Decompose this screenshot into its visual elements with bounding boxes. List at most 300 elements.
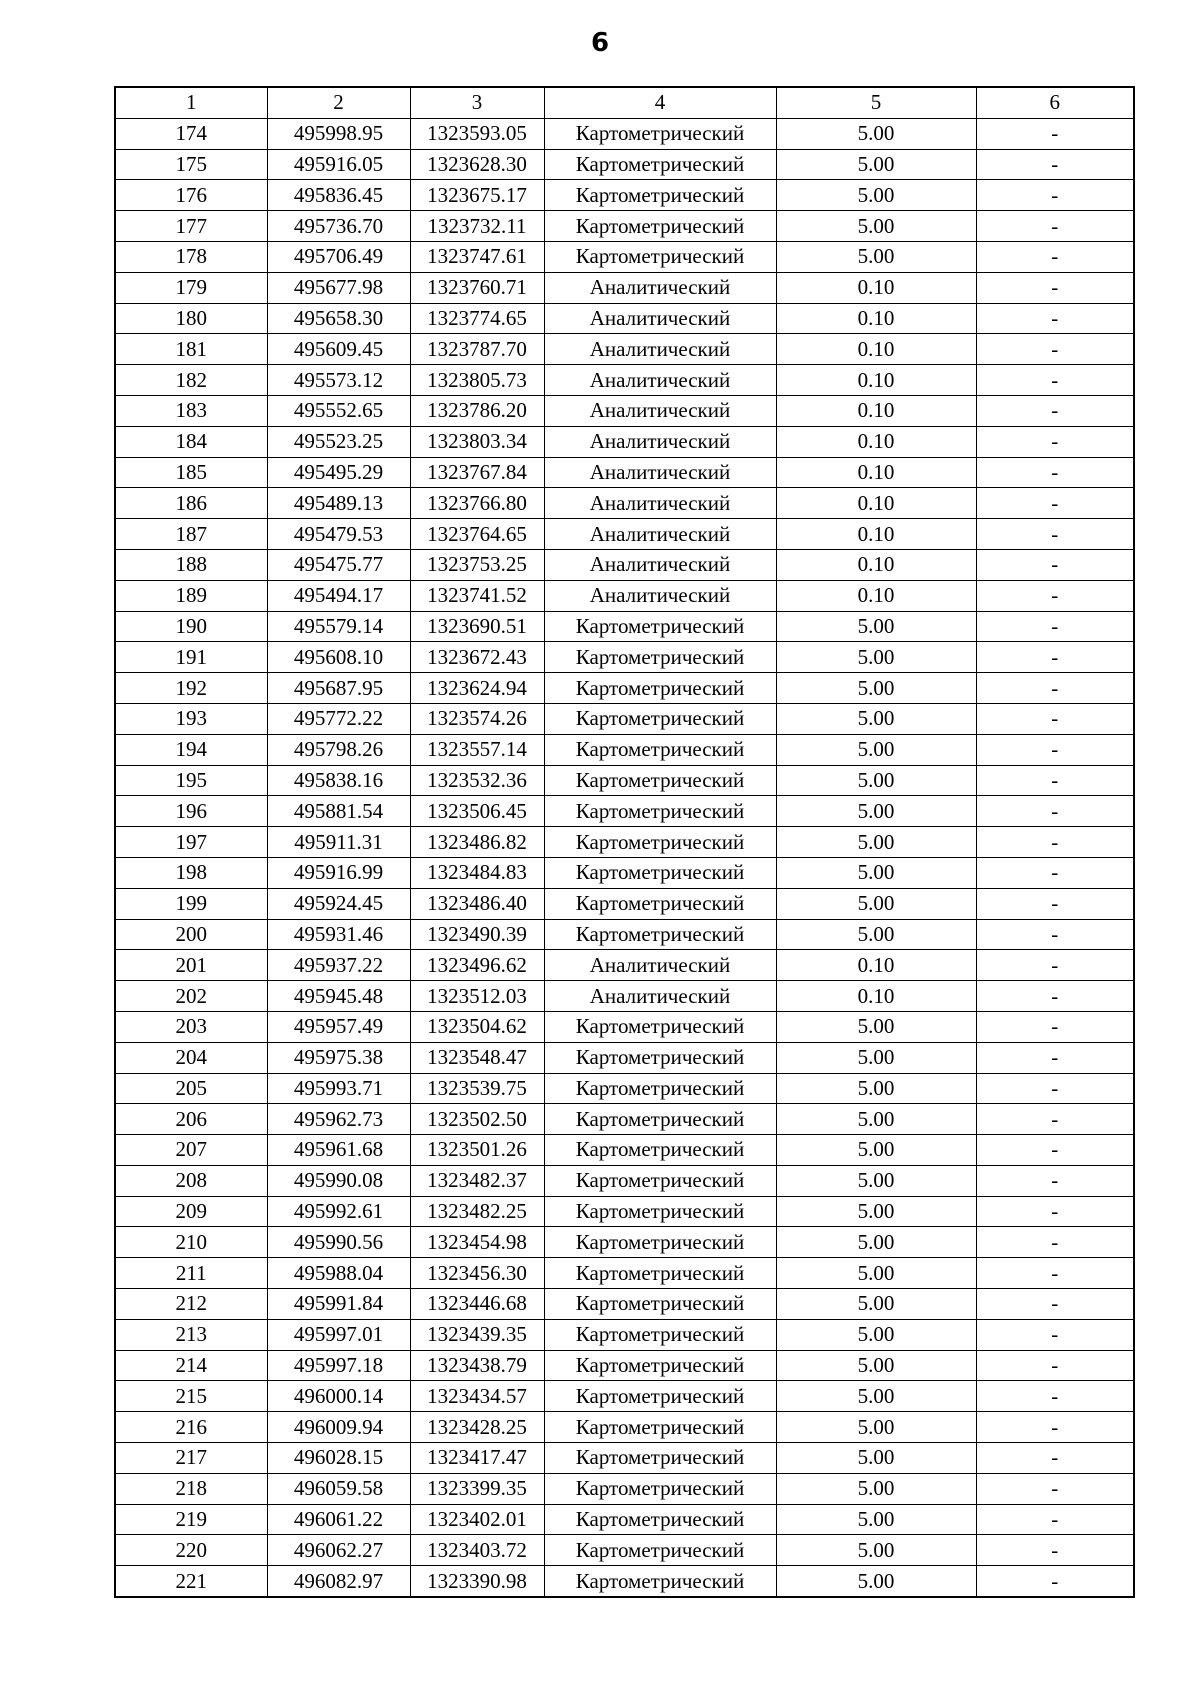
table-row bbox=[115, 796, 1134, 827]
note-cell: - bbox=[976, 981, 1134, 1012]
point-number-cell: 215 bbox=[115, 1381, 267, 1412]
accuracy-cell: 5.00 bbox=[776, 149, 976, 180]
method-cell: Картометрический bbox=[544, 673, 776, 704]
accuracy-cell: 5.00 bbox=[776, 673, 976, 704]
point-number-cell: 211 bbox=[115, 1258, 267, 1289]
accuracy-cell: 5.00 bbox=[776, 888, 976, 919]
method-cell: Картометрический bbox=[544, 642, 776, 673]
note-cell: - bbox=[976, 1135, 1134, 1166]
point-number-cell: 210 bbox=[115, 1227, 267, 1258]
table-row bbox=[115, 519, 1134, 550]
accuracy-cell: 5.00 bbox=[776, 827, 976, 858]
method-cell: Картометрический bbox=[544, 1289, 776, 1320]
method-cell: Картометрический bbox=[544, 796, 776, 827]
method-cell: Картометрический bbox=[544, 888, 776, 919]
point-number-cell: 179 bbox=[115, 272, 267, 303]
method-cell: Картометрический bbox=[544, 1011, 776, 1042]
note-cell: - bbox=[976, 673, 1134, 704]
point-number-cell: 187 bbox=[115, 519, 267, 550]
table-row bbox=[115, 549, 1134, 580]
method-cell: Картометрический bbox=[544, 241, 776, 272]
column-header: 5 bbox=[776, 87, 976, 118]
y-coordinate-cell: 1323805.73 bbox=[410, 365, 544, 396]
x-coordinate-cell: 495658.30 bbox=[267, 303, 410, 334]
x-coordinate-cell: 495706.49 bbox=[267, 241, 410, 272]
y-coordinate-cell: 1323496.62 bbox=[410, 950, 544, 981]
table-row bbox=[115, 1535, 1134, 1566]
y-coordinate-cell: 1323417.47 bbox=[410, 1443, 544, 1474]
x-coordinate-cell: 495997.18 bbox=[267, 1350, 410, 1381]
note-cell: - bbox=[976, 1289, 1134, 1320]
note-cell: - bbox=[976, 642, 1134, 673]
accuracy-cell: 5.00 bbox=[776, 1011, 976, 1042]
x-coordinate-cell: 495677.98 bbox=[267, 272, 410, 303]
note-cell: - bbox=[976, 1443, 1134, 1474]
accuracy-cell: 0.10 bbox=[776, 395, 976, 426]
note-cell: - bbox=[976, 1473, 1134, 1504]
point-number-cell: 208 bbox=[115, 1165, 267, 1196]
x-coordinate-cell: 495990.56 bbox=[267, 1227, 410, 1258]
accuracy-cell: 0.10 bbox=[776, 457, 976, 488]
note-cell: - bbox=[976, 1535, 1134, 1566]
method-cell: Картометрический bbox=[544, 1165, 776, 1196]
y-coordinate-cell: 1323439.35 bbox=[410, 1319, 544, 1350]
accuracy-cell: 5.00 bbox=[776, 642, 976, 673]
page-number: 6 bbox=[590, 28, 610, 58]
table-row bbox=[115, 642, 1134, 673]
accuracy-cell: 5.00 bbox=[776, 703, 976, 734]
x-coordinate-cell: 496009.94 bbox=[267, 1412, 410, 1443]
y-coordinate-cell: 1323390.98 bbox=[410, 1566, 544, 1597]
y-coordinate-cell: 1323512.03 bbox=[410, 981, 544, 1012]
point-number-cell: 204 bbox=[115, 1042, 267, 1073]
y-coordinate-cell: 1323486.82 bbox=[410, 827, 544, 858]
accuracy-cell: 5.00 bbox=[776, 1165, 976, 1196]
method-cell: Картометрический bbox=[544, 1258, 776, 1289]
method-cell: Аналитический bbox=[544, 303, 776, 334]
method-cell: Картометрический bbox=[544, 1381, 776, 1412]
point-number-cell: 190 bbox=[115, 611, 267, 642]
y-coordinate-cell: 1323767.84 bbox=[410, 457, 544, 488]
method-cell: Аналитический bbox=[544, 272, 776, 303]
accuracy-cell: 5.00 bbox=[776, 857, 976, 888]
column-header: 4 bbox=[544, 87, 776, 118]
note-cell: - bbox=[976, 1042, 1134, 1073]
accuracy-cell: 0.10 bbox=[776, 950, 976, 981]
point-number-cell: 220 bbox=[115, 1535, 267, 1566]
method-cell: Аналитический bbox=[544, 580, 776, 611]
accuracy-cell: 5.00 bbox=[776, 1535, 976, 1566]
y-coordinate-cell: 1323484.83 bbox=[410, 857, 544, 888]
table-row bbox=[115, 457, 1134, 488]
method-cell: Картометрический bbox=[544, 1566, 776, 1597]
method-cell: Аналитический bbox=[544, 950, 776, 981]
note-cell: - bbox=[976, 211, 1134, 242]
column-header: 2 bbox=[267, 87, 410, 118]
accuracy-cell: 5.00 bbox=[776, 734, 976, 765]
accuracy-cell: 5.00 bbox=[776, 611, 976, 642]
point-number-cell: 209 bbox=[115, 1196, 267, 1227]
x-coordinate-cell: 495957.49 bbox=[267, 1011, 410, 1042]
table-row bbox=[115, 1443, 1134, 1474]
table-row bbox=[115, 334, 1134, 365]
point-number-cell: 197 bbox=[115, 827, 267, 858]
accuracy-cell: 5.00 bbox=[776, 1443, 976, 1474]
y-coordinate-cell: 1323803.34 bbox=[410, 426, 544, 457]
point-number-cell: 217 bbox=[115, 1443, 267, 1474]
note-cell: - bbox=[976, 857, 1134, 888]
point-number-cell: 192 bbox=[115, 673, 267, 704]
point-number-cell: 205 bbox=[115, 1073, 267, 1104]
y-coordinate-cell: 1323482.37 bbox=[410, 1165, 544, 1196]
column-header: 6 bbox=[976, 87, 1134, 118]
point-number-cell: 213 bbox=[115, 1319, 267, 1350]
point-number-cell: 201 bbox=[115, 950, 267, 981]
y-coordinate-cell: 1323482.25 bbox=[410, 1196, 544, 1227]
y-coordinate-cell: 1323593.05 bbox=[410, 118, 544, 149]
y-coordinate-cell: 1323760.71 bbox=[410, 272, 544, 303]
point-number-cell: 180 bbox=[115, 303, 267, 334]
method-cell: Аналитический bbox=[544, 457, 776, 488]
note-cell: - bbox=[976, 549, 1134, 580]
method-cell: Картометрический bbox=[544, 1104, 776, 1135]
table-row bbox=[115, 950, 1134, 981]
x-coordinate-cell: 495609.45 bbox=[267, 334, 410, 365]
note-cell: - bbox=[976, 365, 1134, 396]
method-cell: Картометрический bbox=[544, 919, 776, 950]
accuracy-cell: 5.00 bbox=[776, 180, 976, 211]
point-number-cell: 178 bbox=[115, 241, 267, 272]
x-coordinate-cell: 495479.53 bbox=[267, 519, 410, 550]
point-number-cell: 183 bbox=[115, 395, 267, 426]
point-number-cell: 194 bbox=[115, 734, 267, 765]
note-cell: - bbox=[976, 1381, 1134, 1412]
method-cell: Картометрический bbox=[544, 1412, 776, 1443]
y-coordinate-cell: 1323434.57 bbox=[410, 1381, 544, 1412]
method-cell: Картометрический bbox=[544, 1319, 776, 1350]
point-number-cell: 212 bbox=[115, 1289, 267, 1320]
y-coordinate-cell: 1323741.52 bbox=[410, 580, 544, 611]
point-number-cell: 188 bbox=[115, 549, 267, 580]
method-cell: Аналитический bbox=[544, 365, 776, 396]
note-cell: - bbox=[976, 303, 1134, 334]
y-coordinate-cell: 1323504.62 bbox=[410, 1011, 544, 1042]
x-coordinate-cell: 495997.01 bbox=[267, 1319, 410, 1350]
note-cell: - bbox=[976, 1227, 1134, 1258]
note-cell: - bbox=[976, 611, 1134, 642]
x-coordinate-cell: 495931.46 bbox=[267, 919, 410, 950]
method-cell: Картометрический bbox=[544, 857, 776, 888]
y-coordinate-cell: 1323428.25 bbox=[410, 1412, 544, 1443]
method-cell: Картометрический bbox=[544, 1350, 776, 1381]
note-cell: - bbox=[976, 827, 1134, 858]
method-cell: Картометрический bbox=[544, 1196, 776, 1227]
point-number-cell: 185 bbox=[115, 457, 267, 488]
point-number-cell: 174 bbox=[115, 118, 267, 149]
point-number-cell: 189 bbox=[115, 580, 267, 611]
point-number-cell: 216 bbox=[115, 1412, 267, 1443]
y-coordinate-cell: 1323490.39 bbox=[410, 919, 544, 950]
x-coordinate-cell: 495608.10 bbox=[267, 642, 410, 673]
table-row bbox=[115, 241, 1134, 272]
y-coordinate-cell: 1323403.72 bbox=[410, 1535, 544, 1566]
accuracy-cell: 5.00 bbox=[776, 796, 976, 827]
accuracy-cell: 5.00 bbox=[776, 1350, 976, 1381]
note-cell: - bbox=[976, 950, 1134, 981]
accuracy-cell: 5.00 bbox=[776, 1073, 976, 1104]
method-cell: Картометрический bbox=[544, 765, 776, 796]
table-row bbox=[115, 1196, 1134, 1227]
y-coordinate-cell: 1323766.80 bbox=[410, 488, 544, 519]
x-coordinate-cell: 496062.27 bbox=[267, 1535, 410, 1566]
accuracy-cell: 5.00 bbox=[776, 765, 976, 796]
x-coordinate-cell: 495523.25 bbox=[267, 426, 410, 457]
x-coordinate-cell: 496028.15 bbox=[267, 1443, 410, 1474]
table-row bbox=[115, 580, 1134, 611]
accuracy-cell: 5.00 bbox=[776, 1566, 976, 1597]
point-number-cell: 177 bbox=[115, 211, 267, 242]
method-cell: Аналитический bbox=[544, 549, 776, 580]
accuracy-cell: 5.00 bbox=[776, 1104, 976, 1135]
table-row bbox=[115, 1135, 1134, 1166]
accuracy-cell: 5.00 bbox=[776, 1289, 976, 1320]
y-coordinate-cell: 1323732.11 bbox=[410, 211, 544, 242]
x-coordinate-cell: 495916.05 bbox=[267, 149, 410, 180]
note-cell: - bbox=[976, 1566, 1134, 1597]
method-cell: Картометрический bbox=[544, 149, 776, 180]
method-cell: Картометрический bbox=[544, 1473, 776, 1504]
method-cell: Аналитический bbox=[544, 981, 776, 1012]
method-cell: Картометрический bbox=[544, 827, 776, 858]
x-coordinate-cell: 495475.77 bbox=[267, 549, 410, 580]
point-number-cell: 193 bbox=[115, 703, 267, 734]
method-cell: Картометрический bbox=[544, 180, 776, 211]
x-coordinate-cell: 495552.65 bbox=[267, 395, 410, 426]
method-cell: Картометрический bbox=[544, 611, 776, 642]
x-coordinate-cell: 495495.29 bbox=[267, 457, 410, 488]
x-coordinate-cell: 495573.12 bbox=[267, 365, 410, 396]
coordinates-table bbox=[114, 86, 1135, 1598]
y-coordinate-cell: 1323446.68 bbox=[410, 1289, 544, 1320]
accuracy-cell: 5.00 bbox=[776, 1473, 976, 1504]
note-cell: - bbox=[976, 1350, 1134, 1381]
point-number-cell: 214 bbox=[115, 1350, 267, 1381]
accuracy-cell: 0.10 bbox=[776, 334, 976, 365]
method-cell: Картометрический bbox=[544, 734, 776, 765]
x-coordinate-cell: 495489.13 bbox=[267, 488, 410, 519]
x-coordinate-cell: 495772.22 bbox=[267, 703, 410, 734]
y-coordinate-cell: 1323506.45 bbox=[410, 796, 544, 827]
accuracy-cell: 5.00 bbox=[776, 1412, 976, 1443]
table-row bbox=[115, 1042, 1134, 1073]
y-coordinate-cell: 1323672.43 bbox=[410, 642, 544, 673]
table-row bbox=[115, 981, 1134, 1012]
table-row bbox=[115, 888, 1134, 919]
x-coordinate-cell: 495911.31 bbox=[267, 827, 410, 858]
x-coordinate-cell: 495937.22 bbox=[267, 950, 410, 981]
y-coordinate-cell: 1323747.61 bbox=[410, 241, 544, 272]
x-coordinate-cell: 495881.54 bbox=[267, 796, 410, 827]
table-row bbox=[115, 1566, 1134, 1597]
x-coordinate-cell: 495579.14 bbox=[267, 611, 410, 642]
x-coordinate-cell: 495687.95 bbox=[267, 673, 410, 704]
y-coordinate-cell: 1323454.98 bbox=[410, 1227, 544, 1258]
table-row bbox=[115, 703, 1134, 734]
table-row bbox=[115, 1504, 1134, 1535]
method-cell: Картометрический bbox=[544, 1443, 776, 1474]
point-number-cell: 184 bbox=[115, 426, 267, 457]
accuracy-cell: 5.00 bbox=[776, 1504, 976, 1535]
point-number-cell: 195 bbox=[115, 765, 267, 796]
x-coordinate-cell: 495988.04 bbox=[267, 1258, 410, 1289]
table-row bbox=[115, 734, 1134, 765]
table-row bbox=[115, 611, 1134, 642]
table-row bbox=[115, 1073, 1134, 1104]
table-row bbox=[115, 857, 1134, 888]
accuracy-cell: 0.10 bbox=[776, 981, 976, 1012]
accuracy-cell: 0.10 bbox=[776, 549, 976, 580]
y-coordinate-cell: 1323574.26 bbox=[410, 703, 544, 734]
note-cell: - bbox=[976, 149, 1134, 180]
y-coordinate-cell: 1323502.50 bbox=[410, 1104, 544, 1135]
note-cell: - bbox=[976, 1196, 1134, 1227]
note-cell: - bbox=[976, 1504, 1134, 1535]
table-row bbox=[115, 180, 1134, 211]
x-coordinate-cell: 495838.16 bbox=[267, 765, 410, 796]
note-cell: - bbox=[976, 1104, 1134, 1135]
point-number-cell: 182 bbox=[115, 365, 267, 396]
table-row bbox=[115, 1350, 1134, 1381]
note-cell: - bbox=[976, 703, 1134, 734]
table-row bbox=[115, 149, 1134, 180]
table-row bbox=[115, 1412, 1134, 1443]
column-header: 1 bbox=[115, 87, 267, 118]
y-coordinate-cell: 1323501.26 bbox=[410, 1135, 544, 1166]
point-number-cell: 218 bbox=[115, 1473, 267, 1504]
accuracy-cell: 5.00 bbox=[776, 919, 976, 950]
method-cell: Картометрический bbox=[544, 1073, 776, 1104]
table-row bbox=[115, 919, 1134, 950]
note-cell: - bbox=[976, 272, 1134, 303]
method-cell: Картометрический bbox=[544, 1042, 776, 1073]
method-cell: Аналитический bbox=[544, 519, 776, 550]
y-coordinate-cell: 1323753.25 bbox=[410, 549, 544, 580]
accuracy-cell: 5.00 bbox=[776, 1319, 976, 1350]
point-number-cell: 196 bbox=[115, 796, 267, 827]
table-row bbox=[115, 1165, 1134, 1196]
note-cell: - bbox=[976, 1073, 1134, 1104]
note-cell: - bbox=[976, 1165, 1134, 1196]
point-number-cell: 191 bbox=[115, 642, 267, 673]
y-coordinate-cell: 1323690.51 bbox=[410, 611, 544, 642]
table-row bbox=[115, 1381, 1134, 1412]
table-row bbox=[115, 1104, 1134, 1135]
note-cell: - bbox=[976, 919, 1134, 950]
table-row bbox=[115, 303, 1134, 334]
x-coordinate-cell: 495836.45 bbox=[267, 180, 410, 211]
note-cell: - bbox=[976, 1011, 1134, 1042]
y-coordinate-cell: 1323456.30 bbox=[410, 1258, 544, 1289]
table-row bbox=[115, 1319, 1134, 1350]
point-number-cell: 219 bbox=[115, 1504, 267, 1535]
accuracy-cell: 5.00 bbox=[776, 1381, 976, 1412]
point-number-cell: 175 bbox=[115, 149, 267, 180]
note-cell: - bbox=[976, 426, 1134, 457]
point-number-cell: 198 bbox=[115, 857, 267, 888]
accuracy-cell: 0.10 bbox=[776, 488, 976, 519]
accuracy-cell: 5.00 bbox=[776, 1042, 976, 1073]
y-coordinate-cell: 1323539.75 bbox=[410, 1073, 544, 1104]
x-coordinate-cell: 495993.71 bbox=[267, 1073, 410, 1104]
point-number-cell: 202 bbox=[115, 981, 267, 1012]
point-number-cell: 221 bbox=[115, 1566, 267, 1597]
note-cell: - bbox=[976, 580, 1134, 611]
y-coordinate-cell: 1323532.36 bbox=[410, 765, 544, 796]
x-coordinate-cell: 495991.84 bbox=[267, 1289, 410, 1320]
y-coordinate-cell: 1323787.70 bbox=[410, 334, 544, 365]
note-cell: - bbox=[976, 734, 1134, 765]
accuracy-cell: 0.10 bbox=[776, 426, 976, 457]
y-coordinate-cell: 1323486.40 bbox=[410, 888, 544, 919]
x-coordinate-cell: 496059.58 bbox=[267, 1473, 410, 1504]
table-row bbox=[115, 827, 1134, 858]
accuracy-cell: 5.00 bbox=[776, 118, 976, 149]
x-coordinate-cell: 495998.95 bbox=[267, 118, 410, 149]
y-coordinate-cell: 1323786.20 bbox=[410, 395, 544, 426]
point-number-cell: 203 bbox=[115, 1011, 267, 1042]
y-coordinate-cell: 1323557.14 bbox=[410, 734, 544, 765]
x-coordinate-cell: 495916.99 bbox=[267, 857, 410, 888]
note-cell: - bbox=[976, 395, 1134, 426]
y-coordinate-cell: 1323402.01 bbox=[410, 1504, 544, 1535]
accuracy-cell: 5.00 bbox=[776, 241, 976, 272]
table-row bbox=[115, 1227, 1134, 1258]
table-row bbox=[115, 118, 1134, 149]
method-cell: Аналитический bbox=[544, 426, 776, 457]
point-number-cell: 207 bbox=[115, 1135, 267, 1166]
x-coordinate-cell: 495961.68 bbox=[267, 1135, 410, 1166]
accuracy-cell: 5.00 bbox=[776, 1258, 976, 1289]
x-coordinate-cell: 496000.14 bbox=[267, 1381, 410, 1412]
point-number-cell: 176 bbox=[115, 180, 267, 211]
table-row bbox=[115, 426, 1134, 457]
note-cell: - bbox=[976, 1258, 1134, 1289]
table-row bbox=[115, 1011, 1134, 1042]
note-cell: - bbox=[976, 457, 1134, 488]
note-cell: - bbox=[976, 1319, 1134, 1350]
y-coordinate-cell: 1323548.47 bbox=[410, 1042, 544, 1073]
y-coordinate-cell: 1323774.65 bbox=[410, 303, 544, 334]
method-cell: Картометрический bbox=[544, 211, 776, 242]
point-number-cell: 199 bbox=[115, 888, 267, 919]
method-cell: Аналитический bbox=[544, 488, 776, 519]
x-coordinate-cell: 495924.45 bbox=[267, 888, 410, 919]
table-row bbox=[115, 211, 1134, 242]
table-header-row bbox=[115, 87, 1134, 118]
table-row bbox=[115, 365, 1134, 396]
table-row bbox=[115, 488, 1134, 519]
method-cell: Картометрический bbox=[544, 1535, 776, 1566]
table-row bbox=[115, 1258, 1134, 1289]
y-coordinate-cell: 1323675.17 bbox=[410, 180, 544, 211]
method-cell: Картометрический bbox=[544, 703, 776, 734]
accuracy-cell: 0.10 bbox=[776, 365, 976, 396]
note-cell: - bbox=[976, 241, 1134, 272]
method-cell: Картометрический bbox=[544, 1227, 776, 1258]
note-cell: - bbox=[976, 334, 1134, 365]
method-cell: Аналитический bbox=[544, 334, 776, 365]
x-coordinate-cell: 495736.70 bbox=[267, 211, 410, 242]
